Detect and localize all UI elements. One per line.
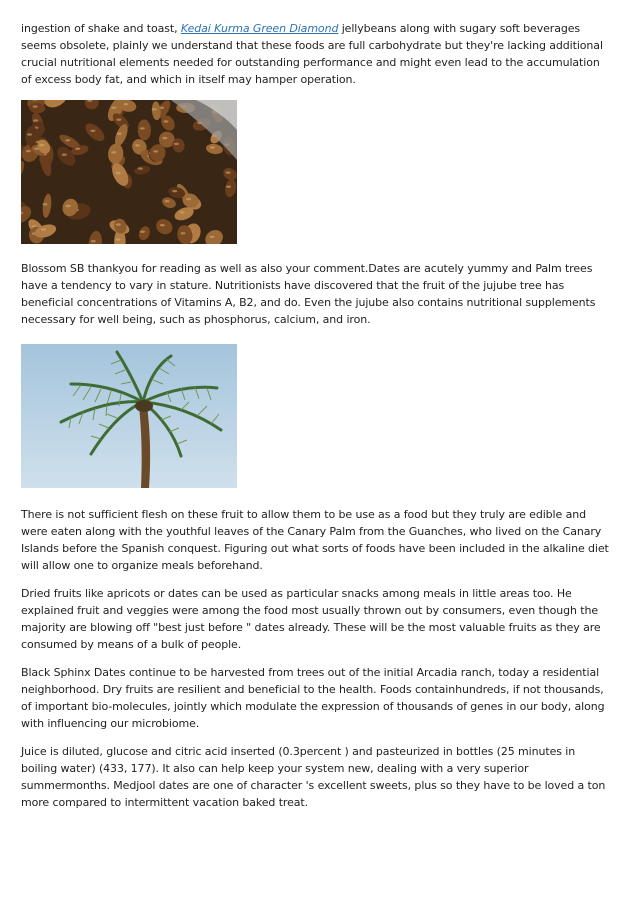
paragraph-4: Dried fruits like apricots or dates can be used as particular snacks among meals in little areas too. He explained fruit and veggies were among the food most usually thrown out by consumers, even though the majority are blowing off "best just before " dates already. These will be the most valuable fruits as they are consumed by means of a bulk of people. (21, 587, 601, 651)
date-highlight-shape (116, 223, 121, 225)
date-highlight-shape (41, 228, 46, 230)
date-highlight-shape (75, 148, 80, 150)
date-highlight-shape (180, 211, 185, 213)
dates-tray-image (21, 100, 237, 244)
palm-tree-image (21, 344, 237, 488)
date-highlight-shape (33, 119, 38, 121)
date-highlight-shape (33, 105, 38, 107)
paragraph-1-text-end: jellybeans along with sugary soft beverages seems obsolete, plainly we understand that these foods are full carbohydrate but they're lacking additional crucial nutritional elements needed for outstanding performance and might even lead to the accumulation of excess body fat, and which in itself may hamper operation. (21, 22, 603, 86)
date-highlight-shape (117, 133, 122, 135)
date-highlight-shape (65, 139, 70, 141)
date-highlight-shape (26, 150, 31, 152)
date-highlight-shape (111, 151, 116, 153)
date-highlight-shape (180, 232, 185, 234)
date-highlight-shape (162, 137, 167, 139)
date-highlight-shape (140, 231, 145, 233)
date-highlight-shape (186, 198, 191, 200)
date-highlight-shape (90, 130, 95, 132)
date-highlight-shape (138, 167, 143, 169)
dates-photo-graphic (21, 100, 237, 244)
date-highlight-shape (116, 172, 121, 174)
date-highlight-shape (111, 107, 116, 109)
date-highlight-shape (226, 171, 231, 173)
date-highlight-shape (160, 224, 165, 226)
date-highlight-shape (226, 186, 231, 188)
date-highlight-shape (172, 190, 177, 192)
date-highlight-shape (174, 143, 179, 145)
date-highlight-shape (116, 119, 121, 121)
date-highlight-shape (66, 205, 71, 207)
paragraph-1-text-start: ingestion of shake and toast, (21, 22, 181, 35)
paragraph-2: Blossom SB thankyou for reading as well as also your comment.Dates are acutely yummy and Palm trees have a tendency to vary in stature. Nutritionists have discovered that the fruit of the jujube tree has beneficial concentrations of Vitamins A, B2, and do. Even the jujube also contains nutritional supplements necessary for well being, such as phosphorus, calcium, and iron. (21, 262, 596, 326)
date-highlight-shape (135, 144, 140, 146)
date-highlight-shape (140, 127, 145, 129)
date-highlight-shape (43, 203, 48, 205)
date-highlight-shape (153, 150, 158, 152)
date-highlight-shape (152, 108, 157, 110)
date-highlight-shape (123, 103, 128, 105)
paragraph-3: There is not sufficient flesh on these fruit to allow them to be use as a food but they truly are edible and were eaten along with the youthful leaves of the Canary Palm from the Guanches, who lived on the Canary Islands before the Spanish conquest. Figuring out what sorts of foods have been included in the alkaline diet will allow one to organize meals beforehand. (21, 508, 609, 572)
kedai-kurma-link[interactable]: Kedai Kurma Green Diamond (180, 22, 339, 35)
paragraph-5: Black Sphinx Dates continue to be harvested from trees out of the initial Arcadia ranch, today a residential neighborhood. Dry fruits are resilient and beneficial to the health. Foods containhundreds, if not thousands, of important bio-molecules, jointly which modulate the expression of thousands of genes in our body, along with influencing our microbiome. (21, 666, 605, 730)
paragraph-6: Juice is diluted, glucose and citric acid inserted (0.3percent ) and pasteurized in bottles (25 minutes in boiling water) (433, 177). It also can help keep your system new, dealing with a very superior summermonths. Medjool dates are one of character 's excellent sweets, plus so they have to be loved a ton more compared to intermittent vacation baked treat. (21, 745, 606, 809)
date-highlight-shape (62, 154, 67, 156)
date-highlight-shape (91, 240, 96, 242)
date-highlight-shape (27, 133, 32, 135)
date-highlight-shape (115, 238, 120, 240)
date-highlight-shape (39, 144, 44, 146)
palm-photo-graphic (21, 344, 237, 488)
document-page (21, 20, 613, 811)
date-highlight-shape (210, 236, 215, 238)
date-highlight-shape (165, 200, 170, 202)
date-highlight-shape (210, 146, 215, 148)
date-highlight-shape (163, 120, 168, 122)
paragraph-1 (21, 20, 613, 88)
